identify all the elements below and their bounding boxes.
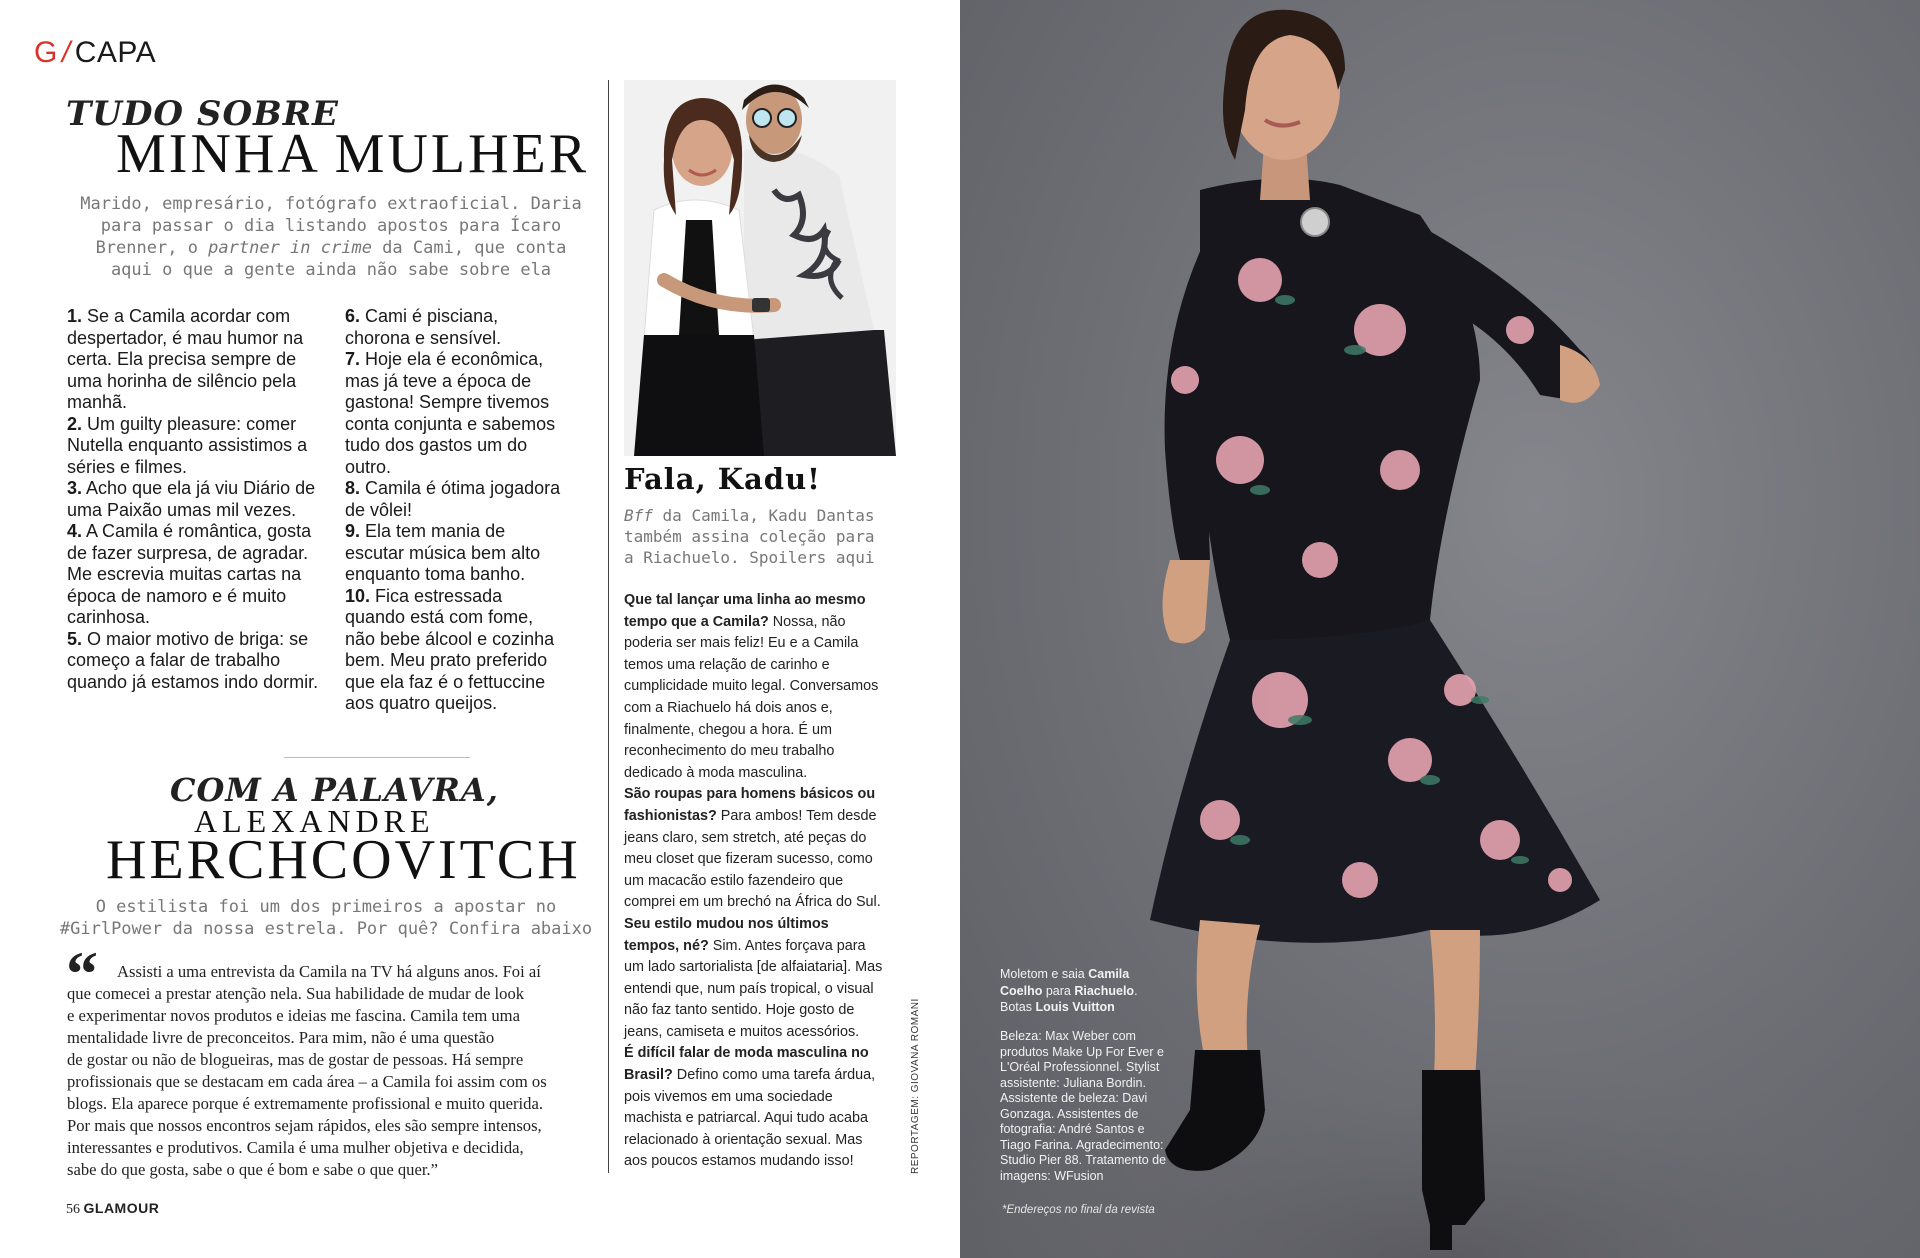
- deck-line: Marido, empresário, fotógrafo extraoficial. Daria: [80, 194, 582, 214]
- credit-line: produtos Make Up For Ever e: [1000, 1044, 1164, 1059]
- article3-deck: [624, 505, 924, 568]
- quote-line: Por mais que nossos encontros sejam rápidos, eles são sempre intensos,: [67, 1116, 542, 1135]
- credit-line: imagens: WFusion: [1000, 1168, 1104, 1183]
- deck-italic: partner in crime: [208, 238, 372, 258]
- qa-item: [624, 1043, 884, 1173]
- credit-line: Beleza: Max Weber com: [1000, 1029, 1136, 1043]
- caption-line: Coelho para Riachuelo.: [1000, 983, 1138, 998]
- qa-item: [624, 590, 884, 784]
- section-slash: /: [61, 36, 71, 69]
- list-item: 5. O maior motivo de briga: se começo a falar de trabalho quando já estamos indo dormir.: [67, 628, 319, 692]
- deck-line: O estilista foi um dos primeiros a apostar no: [95, 897, 557, 917]
- credit-line: fotografia: André Santos e: [1000, 1122, 1145, 1136]
- column-rule: [608, 80, 609, 1173]
- qa-item: [624, 784, 884, 914]
- article1-list-col1: [67, 306, 325, 693]
- photo-credits: [1000, 1029, 1180, 1184]
- qa-question: Que tal lançar uma linha ao mesmo tempo que a Camila?: [624, 592, 866, 630]
- caption-line: Moletom e saia Camila: [1000, 967, 1130, 981]
- credit-line: assistente: Juliana Bordin.: [1000, 1075, 1146, 1090]
- qa-question: Seu estilo mudou nos últimos tempos, né?: [624, 915, 829, 954]
- article3-title: Fala, Kadu!: [624, 462, 821, 496]
- list-item: 8. Camila é ótima jogadora de vôlei!: [345, 478, 561, 520]
- credit-line: Studio Pier 88. Tratamento de: [1000, 1153, 1167, 1167]
- quote-line: profissionais que se destacam em cada área – a Camila foi assim com os: [67, 1072, 547, 1091]
- deck-italic: Bff: [624, 506, 653, 525]
- quote-line: blogs. Ela aparece porque é extremamente profissional e muito querida.: [67, 1094, 543, 1113]
- qa-answer: Defino como uma tarefa árdua, pois vivemos em uma sociedade machista e patriarcal. Aqui tudo acaba relacionado à orientação sexual. Mas aos poucos estamos mudando isso!: [624, 1067, 876, 1170]
- section-logo: G: [34, 36, 58, 69]
- article1-list-col2: [345, 306, 567, 715]
- list-item: 9. Ela tem mania de escutar música bem alto enquanto toma banho.: [345, 521, 541, 584]
- deck-line: #GirlPower da nossa estrela. Por quê? Confira abaixo: [59, 919, 593, 939]
- footnote: *Endereços no final da revista: [1002, 1204, 1155, 1216]
- section-tag: [34, 36, 156, 70]
- deck-part: da Camila, Kadu Dantas: [652, 506, 875, 525]
- credit-line: L'Oréal Professionnel. Stylist: [1000, 1060, 1160, 1074]
- article3-interview: [624, 590, 884, 1173]
- deck-line: a Riachuelo. Spoilers aqui: [624, 548, 875, 567]
- article1-kicker: TUDO SOBRE: [66, 94, 339, 134]
- right-page: [960, 0, 1920, 1258]
- deck-part: da Cami, que conta: [371, 238, 567, 258]
- caption-line: Botas Louis Vuitton: [1000, 1000, 1115, 1014]
- list-item: 1. Se a Camila acordar com despertador, é mau humor na certa. Ela precisa sempre de uma horinha de silêncio pela manhã.: [67, 306, 304, 412]
- folio: [66, 1200, 159, 1218]
- quote-line: que comecei a prestar atenção nela. Sua habilidade de mudar de look: [67, 984, 525, 1003]
- credit-line: Gonzaga. Assistentes de: [1000, 1106, 1139, 1121]
- list-item: 4. A Camila é romântica, gosta de fazer surpresa, de agradar. Me escrevia muitas cartas na época de namoro e é muito carinhosa.: [67, 521, 312, 627]
- article2-headline: HERCHCOVITCH: [106, 829, 581, 891]
- quote-line: e experimentar novos produtos e ideias me fascina. Camila tem uma: [67, 1006, 520, 1025]
- list-item: 7. Hoje ela é econômica, mas já teve a época de gastona! Sempre tivemos conta conjunta e sabemos tudo dos gastos um do outro.: [345, 349, 556, 477]
- quote-line: interessantes e produtivos. Camila é uma mulher objetiva e decidida,: [67, 1138, 524, 1157]
- credit-line: Tiago Farina. Agradecimento:: [1000, 1137, 1164, 1152]
- magazine-name: GLAMOUR: [83, 1200, 160, 1216]
- list-item: 6. Cami é pisciana, chorona e sensível.: [345, 306, 502, 348]
- quote-line: sabe do que gosta, sabe o que é bom e sabe o que quer.”: [67, 1160, 438, 1179]
- quote-mark: “: [66, 938, 98, 1009]
- quote-line: mentalidade livre de preconceitos. Para mim, não é uma questão: [67, 1028, 495, 1047]
- page-number: 56: [66, 1202, 80, 1217]
- section-divider: [284, 757, 470, 758]
- section-label: CAPA: [74, 36, 157, 69]
- couple-illustration: [624, 80, 896, 456]
- qa-answer: Nossa, não poderia ser mais feliz! Eu e a Camila temos uma relação de carinho e cumplicidade muito legal. Conversamos com a Riachuelo há dois anos e, finalmente, chegou a hora. É um reconhecimento do meu trabalho dedicado à moda masculina.: [624, 613, 879, 781]
- article2-kicker2: ALEXANDRE: [194, 803, 435, 839]
- list-item: 2. Um guilty pleasure: comer Nutella enquanto assistimos a séries e filmes.: [67, 413, 308, 477]
- article1-deck: [56, 193, 606, 281]
- article2-quote: [67, 961, 603, 1181]
- article2-kicker: COM A PALAVRA,: [170, 771, 499, 809]
- deck-line: [624, 505, 924, 526]
- credit-line: Assistente de beleza: Davi: [1000, 1091, 1148, 1105]
- couple-photo: [624, 80, 896, 456]
- list-item: 10. Fica estressada quando está com fome, não bebe álcool e cozinha bem. Meu prato preferido que ela faz é o fettuccine aos quatro queijos.: [345, 585, 555, 713]
- quote-line: de gostar ou não de blogueiras, mas de gostar de pessoas. Há sempre: [67, 1050, 524, 1069]
- deck-line: também assina coleção para: [624, 527, 875, 546]
- qa-answer: Para ambos! Tem desde jeans claro, sem stretch, até peças do meu closet que fizeram sucesso, como um macacão estilo fazendeiro que comprei em um brechó na África do Sul.: [624, 807, 881, 911]
- list-item: 3. Acho que ela já viu Diário de uma Paixão umas mil vezes.: [67, 478, 316, 520]
- photo-caption: [1000, 966, 1170, 1016]
- qa-item: [624, 914, 884, 1044]
- deck-line: para passar o dia listando apostos para Ícaro: [100, 216, 562, 236]
- qa-answer: Sim. Antes forçava para um lado sartorialista [de alfaiataria]. Mas entendi que, num país tropical, o visual não faz tanto sentido. Hoje gosto de jeans, camiseta e muitos acessórios.: [624, 937, 883, 1040]
- article1-headline: MINHA MULHER: [116, 123, 590, 185]
- qa-question: São roupas para homens básicos ou fashionistas?: [624, 786, 876, 824]
- qa-question: É difícil falar de moda masculina no Brasil?: [624, 1045, 869, 1084]
- deck-part: Brenner, o: [95, 238, 209, 258]
- article2-deck: [56, 896, 596, 940]
- quote-line: Assisti a uma entrevista da Camila na TV há alguns anos. Foi aí: [117, 962, 541, 981]
- reporting-credit: REPORTAGEM: GIOVANA ROMANI: [910, 998, 921, 1174]
- deck-line: aqui o que a gente ainda não sabe sobre ela: [110, 260, 552, 280]
- deck-line: [56, 237, 606, 259]
